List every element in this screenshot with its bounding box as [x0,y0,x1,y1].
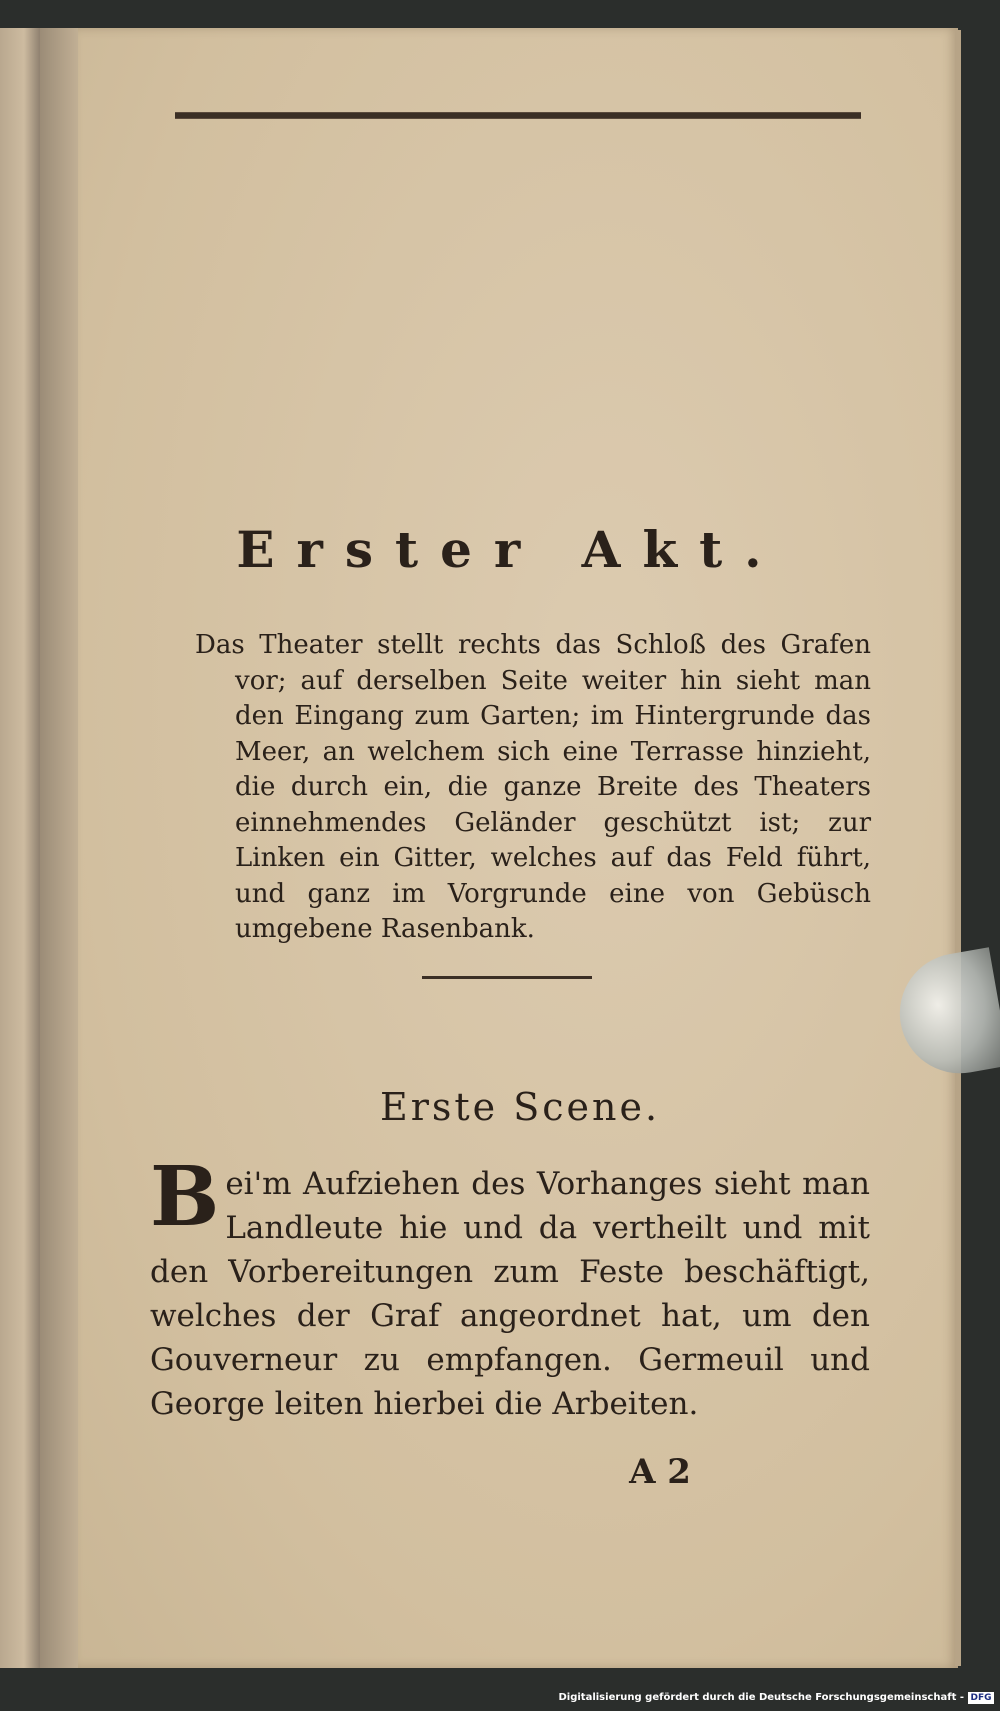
scene-title: Erste Scene. [379,1085,661,1129]
signature-mark: A 2 [629,1452,691,1492]
stage-direction-text: Das Theater stellt rechts das Schloß des Grafen vor; auf derselben Seite weiter hin sieht man den Eingang zum Garten; im Hintergrunde das Meer, an welchem sich eine Terrasse hinzieht, die durch ein, die ganze Breite des Theaters einnehmendes Geländer geschützt ist; zur Linken ein Gitter, welches auf das Feld führt, und ganz im Vorgrunde eine von Gebüsch umgebene Rasenbank. [195,630,871,944]
book-gutter [40,28,80,1668]
left-page-edge [0,28,42,1668]
page-edge [955,30,961,1666]
scene-body: ei'm Aufziehen des Vorhanges sieht man Landleute hie und da vertheilt und mit den Vorbereitungen zum Feste beschäftigt, welches der Graf angeordnet hat, um den Gouverneur zu empfangen. Germeuil und George leiten hierbei die Arbeiten. [150,1166,870,1422]
dfg-logo: DFG [968,1692,994,1704]
stage-direction [195,628,871,948]
footer-credit: Digitalisierung gefördert durch die Deutsche Forschungsgemeinschaft - [558,1692,964,1703]
drop-cap: B [150,1149,220,1245]
top-rule [175,112,861,119]
act-title: Erster Akt. [236,520,784,579]
section-divider [422,976,592,979]
scene-text [150,1149,870,1426]
